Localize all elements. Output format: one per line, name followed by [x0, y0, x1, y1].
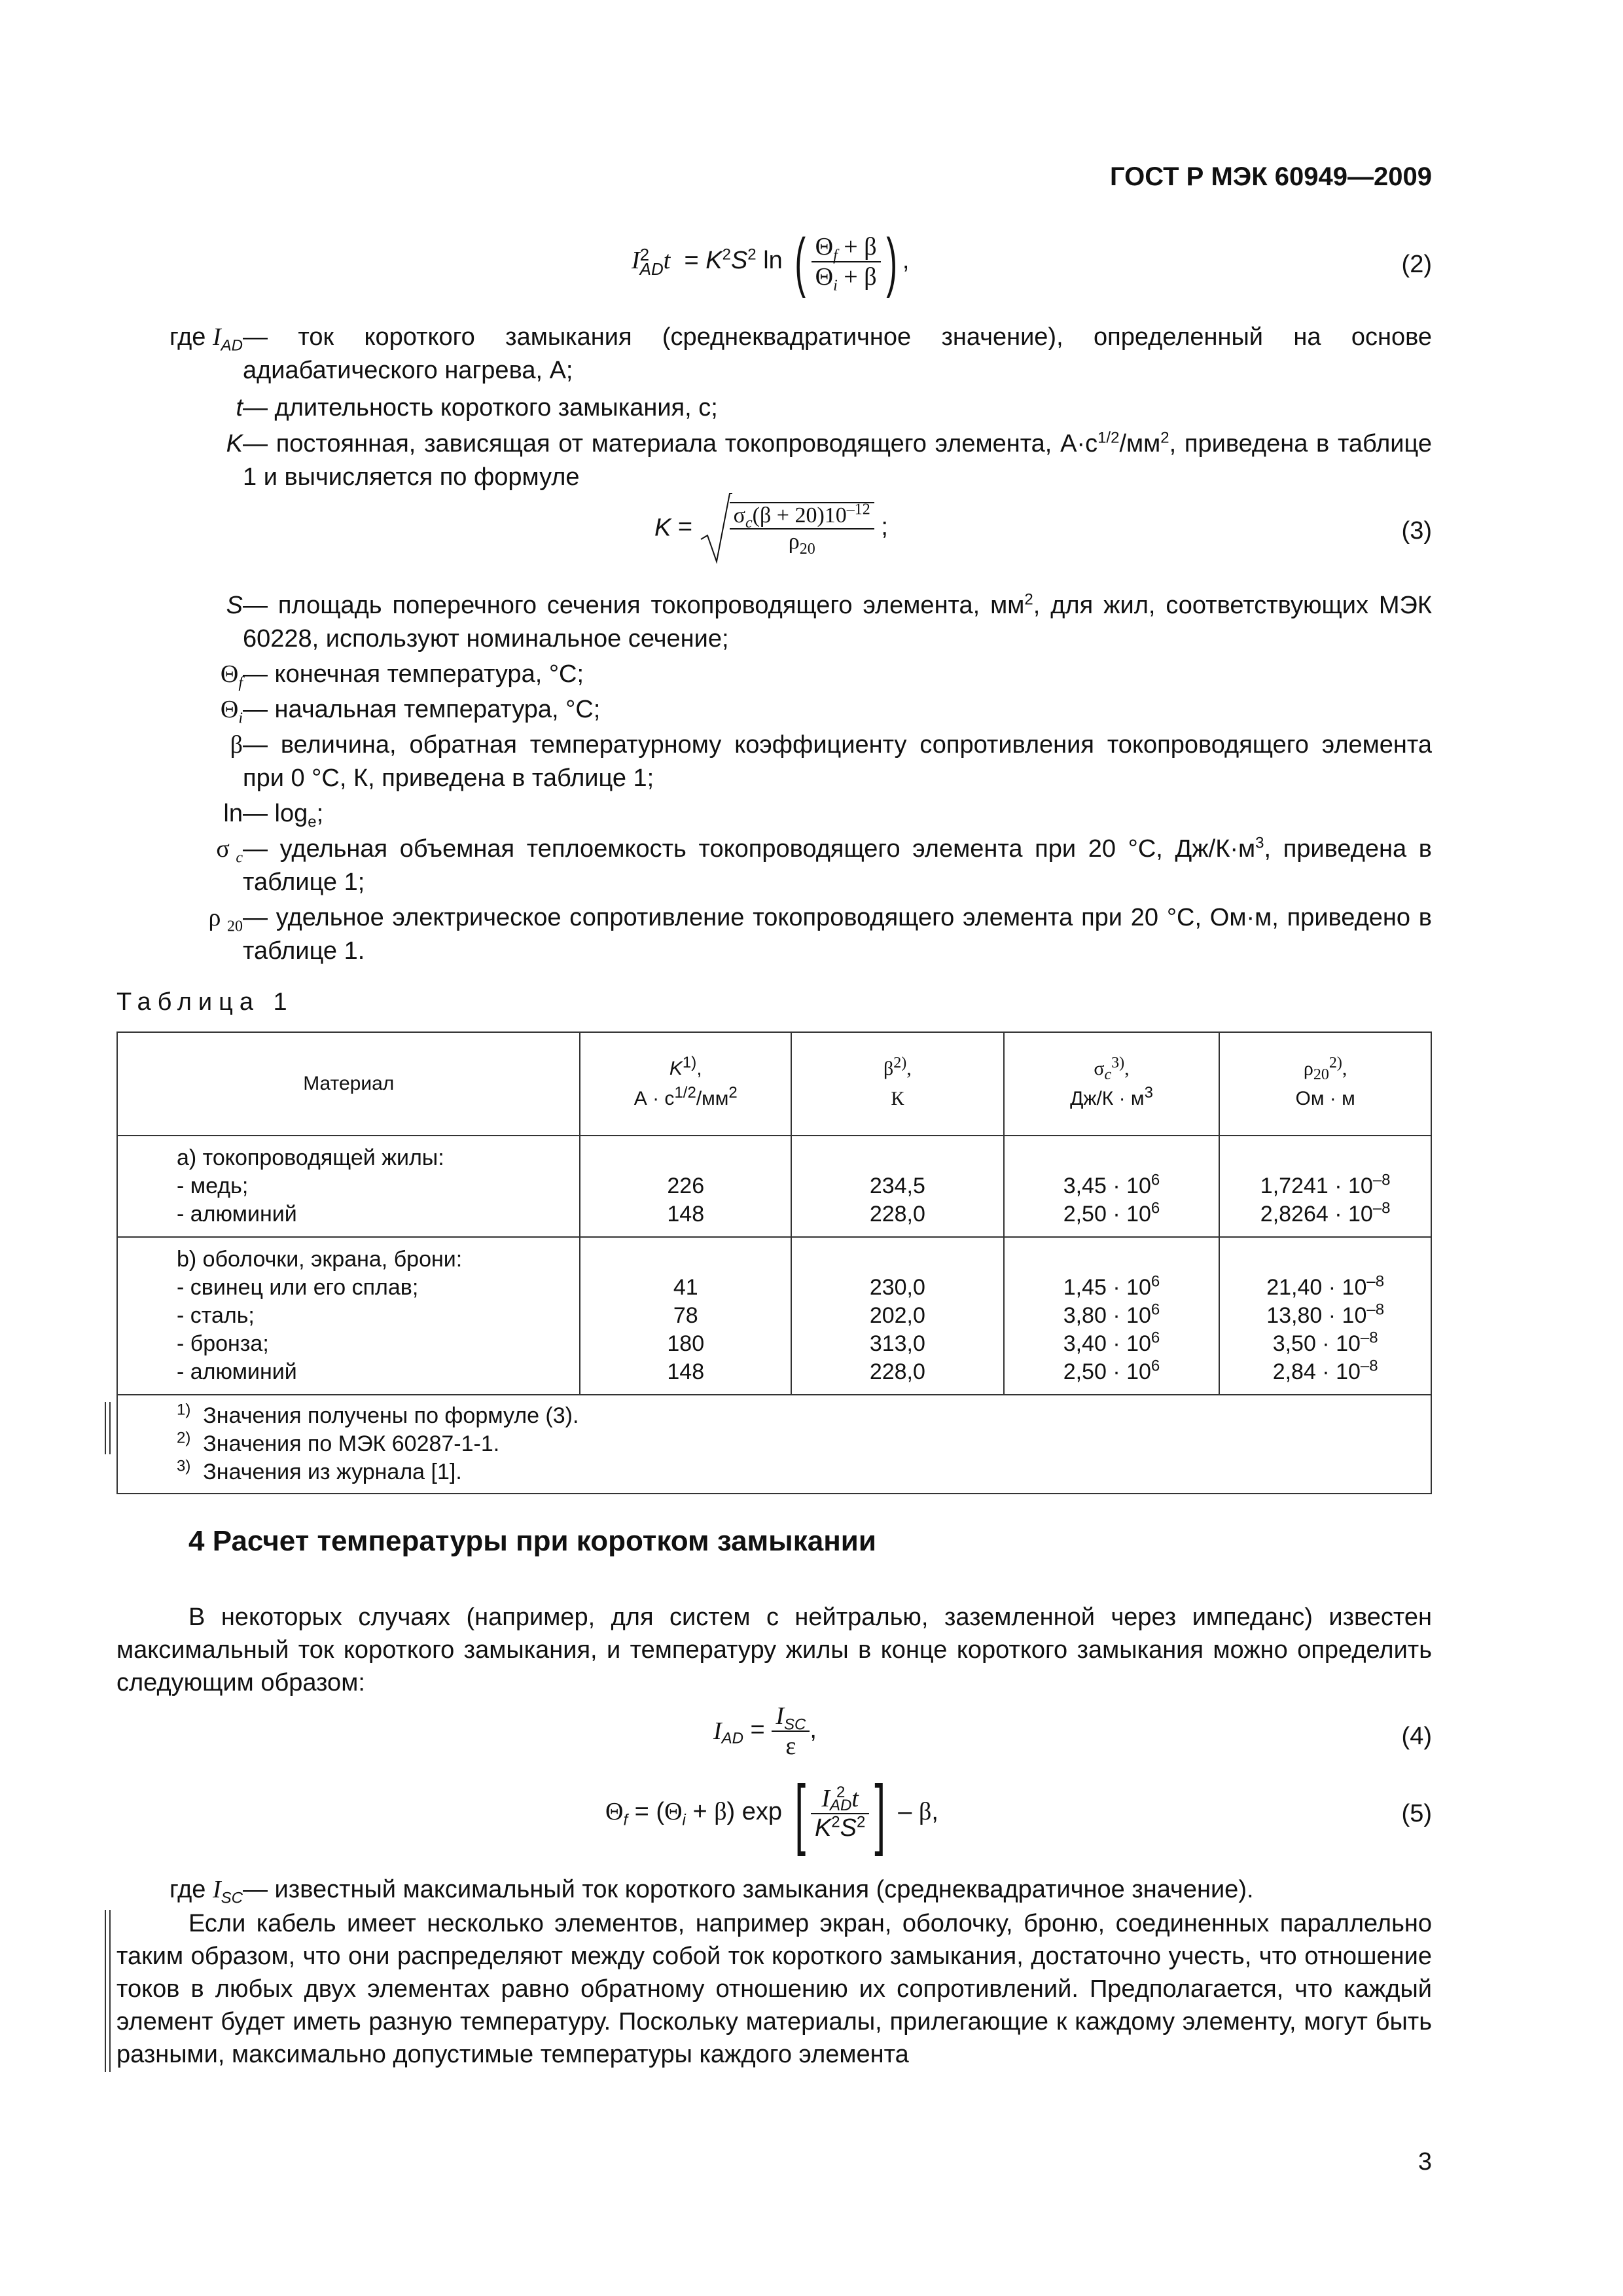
change-bar — [105, 1402, 106, 1454]
group-b-materials: b) оболочки, экрана, брони: - свинец или его сплав; - сталь; - бронза; - алюминий — [117, 1237, 580, 1395]
table-notes — [117, 1395, 1431, 1494]
group-b-rho: $21,40 \cdot 10^{-8}$ $13,80 \cdot 10^{-8}$ $3,50 \cdot 10^{-8}$ $2,84 \cdot 10^{-8}$ — [1219, 1237, 1431, 1395]
def-k: K — постоянная, зависящая от материала токопроводящего элемента, $А\cdot с^{1/2}/мм^2$, приведена в таблице 1 и вычисляется по формуле — [226, 429, 1432, 491]
definitions-block — [116, 321, 1432, 494]
equation-3: K = $\frac{\sigma_c(\beta + 20)10^{-12}}{\rho_{20}}$ ; — [654, 492, 888, 564]
equation-4-number: (4) — [1401, 1723, 1432, 1750]
note-3: $^{3)}$ Значения из журнала [1]. — [177, 1457, 462, 1484]
def-theta-i: $\Theta_i$ — начальная температура, °С; — [220, 696, 601, 727]
group-a-materials: а) токопроводящей жилы: - медь; - алюминий — [117, 1136, 580, 1237]
section-4-paragraph-2: Если кабель имеет несколько элементов, например экран, оболочку, броню, соединенных параллельно таким образом, что они распределяют между собой ток короткого замыкания, достаточно учесть, что отношение токов в любых двух элементах равно обратному отношению их сопротивлений. Предполагается, что каждый элемент будет иметь разную температуру. Поскольку материалы, прилегающие к каждому элементу, могут быть разными, максимально допустимые температуры каждого элемента — [116, 1910, 1432, 2068]
section-4-title: 4 Расчет температуры при коротком замыкании — [188, 1525, 876, 1557]
change-bar — [105, 1910, 106, 2072]
group-a-rho: $1,7241 \cdot 10^{-8}$ $2,8264 \cdot 10^{-8}$ — [1219, 1136, 1431, 1237]
table-caption: Таблица 1 — [116, 988, 294, 1016]
group-b-beta: 230,0 202,0 313,0 228,0 — [791, 1237, 1004, 1395]
page-number: 3 — [1418, 2148, 1432, 2176]
def-isc: где $I_{SC}$ — известный максимальный ток короткого замыкания (среднеквадратичное значение). — [169, 1876, 1254, 1907]
group-a-beta: 234,5 228,0 — [791, 1136, 1004, 1237]
table-group-b — [117, 1237, 1431, 1395]
equation-3-number: (3) — [1401, 517, 1432, 545]
note-1: $^{1)}$ Значения получены по формуле (3). — [177, 1401, 579, 1428]
header-beta: $\beta^{2)}$, К — [791, 1032, 1004, 1136]
section-4-intro: В некоторых случаях (например, для систем с нейтралью, заземленной через импеданс) известен максимальный ток короткого замыкания, и температуру жилы в конце короткого замыкания можно определить следующим образом: — [116, 1604, 1432, 1696]
def-sigma: σ $_c$ — удельная объемная теплоемкость токопроводящего элемента при 20 °С, $Дж/К\cdot м^3$, приведена в таблице 1; — [216, 834, 1432, 896]
def-iad: где $I_{AD}$ — ток короткого замыкания (среднеквадратичное значение), определенный на основе адиабатического нагрева, А; — [169, 323, 1432, 384]
group-a-sigma: $3,45 \cdot 10^6$ $2,50 \cdot 10^6$ — [1004, 1136, 1220, 1237]
def-rho: ρ $_{20}$ — удельное электрическое сопротивление токопроводящего элемента при 20 °С, Ом·м, приведено в таблице 1. — [208, 904, 1432, 965]
properties-table — [116, 1031, 1432, 1494]
equation-4: $I_{AD}$ = $\frac{I_{SC}}{\varepsilon}$ , — [713, 1702, 817, 1760]
def-theta-f: $\Theta_f$ — конечная температура, °С; — [220, 660, 584, 692]
equation-5: $\Theta_f = (\Theta_i + \beta)$ exp [ I 2 AD t $K^2S^2$ ] – β, — [605, 1769, 938, 1857]
note-2: $^{2)}$ Значения по МЭК 60287-1-1. — [177, 1429, 500, 1456]
group-a-k: 226 148 — [580, 1136, 791, 1237]
header-rho: $\rho_{20}^{2)}$, Ом · м — [1219, 1032, 1431, 1136]
definitions-block-2 — [116, 589, 1432, 968]
table-header-row — [117, 1032, 1431, 1136]
def-t: t — длительность короткого замыкания, с; — [236, 394, 718, 422]
header-k: $K^{1)}$, $А \cdot с^{1/2}/мм^2$ — [580, 1032, 791, 1136]
header-material: Материал — [117, 1032, 580, 1136]
header-sigma: $\sigma_c^{3)}$, $Дж/К \cdot м^3$ — [1004, 1032, 1220, 1136]
def-ln: ln — $\log_e$; — [223, 800, 324, 831]
def-beta: β — величина, обратная температурному коэффициенту сопротивления токопроводящего элемента при 0 °С, К, приведена в таблице 1; — [230, 731, 1432, 792]
equation-2: I 2 AD $t = K^2S^2$ ln ( $\frac{\Theta_f + \beta}{\Theta_i + \beta}$ ) , — [632, 225, 910, 298]
group-b-k: 41 78 180 148 — [580, 1237, 791, 1395]
equation-2-number: (2) — [1401, 251, 1432, 278]
equation-5-number: (5) — [1401, 1800, 1432, 1827]
def-s: S — площадь поперечного сечения токопроводящего элемента, $мм^2$, для жил, соответствующих МЭК 60228, используют номинальное сечение; — [226, 590, 1432, 653]
table-notes-row — [117, 1395, 1431, 1494]
sqrt-sign-icon — [700, 492, 732, 564]
change-bar — [109, 1910, 111, 2072]
document-header: ГОСТ Р МЭК 60949—2009 — [1109, 162, 1432, 191]
table-group-a — [117, 1136, 1431, 1237]
change-bar — [109, 1402, 111, 1454]
group-b-sigma: $1,45 \cdot 10^6$ $3,80 \cdot 10^6$ $3,40 \cdot 10^6$ $2,50 \cdot 10^6$ — [1004, 1237, 1220, 1395]
